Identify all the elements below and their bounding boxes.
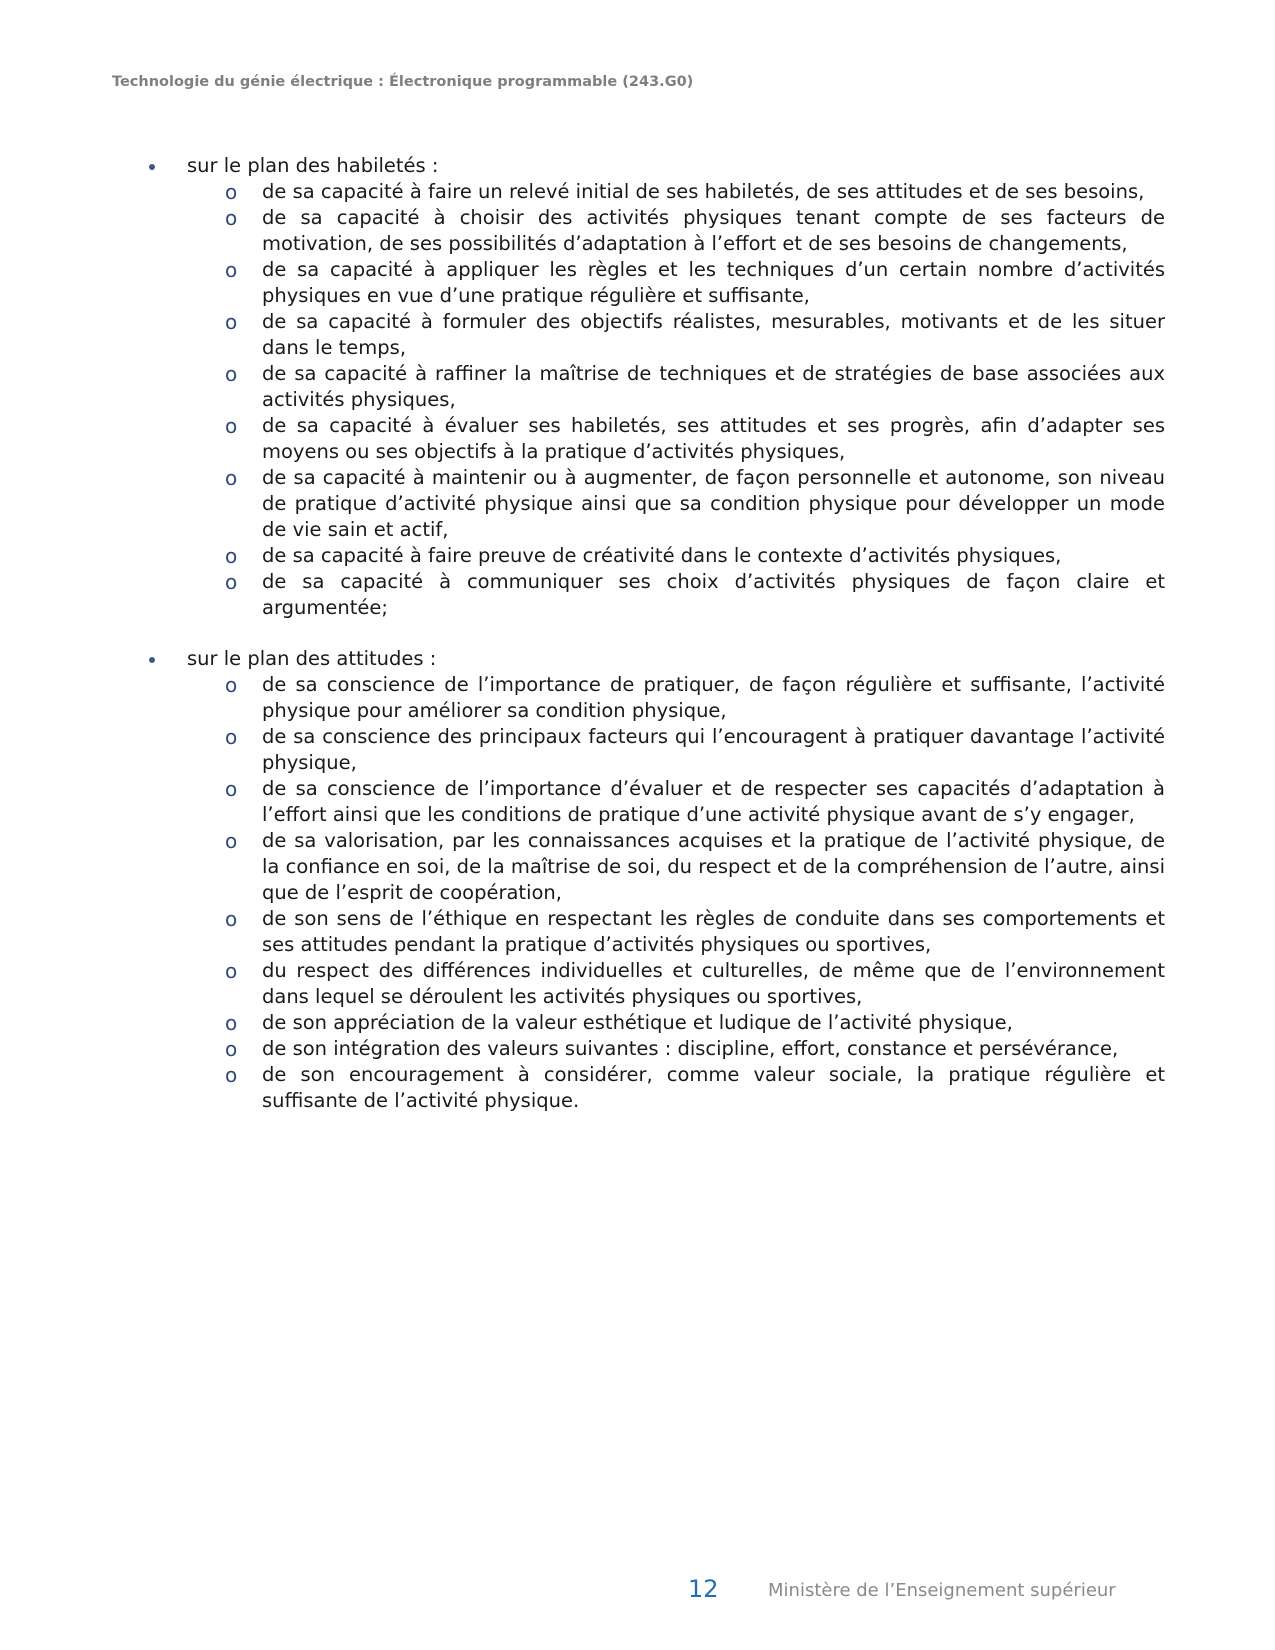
list-item (225, 309, 1165, 361)
list-item-text: de sa capacité à maintenir ou à augmenter, de façon personnelle et autonome, son niveau de pratique d’activité physique ainsi que sa condition physique pour développer un mode de vie sain et actif, (262, 466, 1165, 541)
circle-bullet-icon: o (225, 959, 238, 983)
circle-bullet-icon: o (225, 1037, 238, 1061)
list-item (225, 543, 1165, 569)
bullet-label: sur le plan des habiletés : (187, 154, 439, 177)
list-item (225, 205, 1165, 257)
list-item (225, 179, 1165, 205)
circle-bullet-icon: o (225, 907, 238, 931)
circle-bullet-icon: o (225, 206, 238, 230)
list-item-text: de sa capacité à communiquer ses choix d’activités physiques de façon claire et argumentée; (262, 570, 1165, 619)
list-item (225, 569, 1165, 621)
list-item-text: de sa capacité à raffiner la maîtrise de techniques et de stratégies de base associées aux activités physiques, (262, 362, 1165, 411)
page-header-title: Technologie du génie électrique : Électronique programmable (243.G0) (112, 74, 694, 90)
list-item (225, 776, 1165, 828)
circle-bullet-icon: o (225, 180, 238, 204)
list-item (225, 413, 1165, 465)
circle-bullet-icon: o (225, 570, 238, 594)
bullet-item (145, 646, 1165, 672)
list-item (225, 1062, 1165, 1114)
list-item-text: de son appréciation de la valeur esthétique et ludique de l’activité physique, (262, 1011, 1013, 1034)
list-item-text: de sa conscience de l’importance de pratiquer, de façon régulière et suffisante, l’activité physique pour améliorer sa condition physique, (262, 673, 1165, 722)
section-habiletes (145, 153, 1165, 621)
sub-list (145, 672, 1165, 1114)
list-item (225, 361, 1165, 413)
list-item (225, 257, 1165, 309)
circle-bullet-icon: o (225, 1063, 238, 1087)
list-item-text: de son encouragement à considérer, comme valeur sociale, la pratique régulière et suffisante de l’activité physique. (262, 1063, 1165, 1112)
list-item (225, 724, 1165, 776)
list-item-text: de sa valorisation, par les connaissances acquises et la pratique de l’activité physique, de la confiance en soi, de la maîtrise de soi, du respect et de la compréhension de l’autre, ainsi que de l’esprit de coopération, (262, 829, 1165, 904)
circle-bullet-icon: o (225, 777, 238, 801)
list-item-text: de sa capacité à choisir des activités physiques tenant compte de ses facteurs de motivation, de ses possibilités d’adaptation à l’effort et de ses besoins de changements, (262, 206, 1165, 255)
circle-bullet-icon: o (225, 258, 238, 282)
list-item-text: de sa conscience de l’importance d’évaluer et de respecter ses capacités d’adaptation à l’effort ainsi que les conditions de pratique d’une activité physique avant de s’y engager, (262, 777, 1165, 826)
footer-ministry: Ministère de l’Enseignement supérieur (768, 1580, 1116, 1601)
list-item-text: du respect des différences individuelles et culturelles, de même que de l’environnement dans lequel se déroulent les activités physiques ou sportives, (262, 959, 1165, 1008)
list-item-text: de sa capacité à évaluer ses habiletés, ses attitudes et ses progrès, afin d’adapter ses moyens ou ses objectifs à la pratique d’activités physiques, (262, 414, 1165, 463)
circle-bullet-icon: o (225, 725, 238, 749)
list-item (225, 828, 1165, 906)
circle-bullet-icon: o (225, 362, 238, 386)
list-item-text: de sa capacité à formuler des objectifs réalistes, mesurables, motivants et de les situer dans le temps, (262, 310, 1165, 359)
list-item (225, 958, 1165, 1010)
circle-bullet-icon: o (225, 466, 238, 490)
list-item-text: de son sens de l’éthique en respectant les règles de conduite dans ses comportements et ses attitudes pendant la pratique d’activités physiques ou sportives, (262, 907, 1165, 956)
bullet-dot-icon (149, 657, 155, 663)
list-item-text: de sa capacité à appliquer les règles et les techniques d’un certain nombre d’activités physiques en vue d’une pratique régulière et suffisante, (262, 258, 1165, 307)
circle-bullet-icon: o (225, 1011, 238, 1035)
list-item (225, 1010, 1165, 1036)
document-body (145, 153, 1165, 1139)
circle-bullet-icon: o (225, 673, 238, 697)
list-item (225, 465, 1165, 543)
circle-bullet-icon: o (225, 414, 238, 438)
list-item-text: de son intégration des valeurs suivantes : discipline, effort, constance et persévérance, (262, 1037, 1119, 1060)
bullet-item (145, 153, 1165, 179)
list-item (225, 1036, 1165, 1062)
section-attitudes (145, 646, 1165, 1114)
sub-list (145, 179, 1165, 621)
list-item (225, 906, 1165, 958)
list-item-text: de sa conscience des principaux facteurs qui l’encouragent à pratiquer davantage l’activité physique, (262, 725, 1165, 774)
page-number: 12 (688, 1575, 719, 1603)
bullet-label: sur le plan des attitudes : (187, 647, 437, 670)
circle-bullet-icon: o (225, 310, 238, 334)
list-item (225, 672, 1165, 724)
circle-bullet-icon: o (225, 544, 238, 568)
bullet-dot-icon (149, 164, 155, 170)
list-item-text: de sa capacité à faire preuve de créativité dans le contexte d’activités physiques, (262, 544, 1062, 567)
circle-bullet-icon: o (225, 829, 238, 853)
list-item-text: de sa capacité à faire un relevé initial de ses habiletés, de ses attitudes et de ses besoins, (262, 180, 1145, 203)
